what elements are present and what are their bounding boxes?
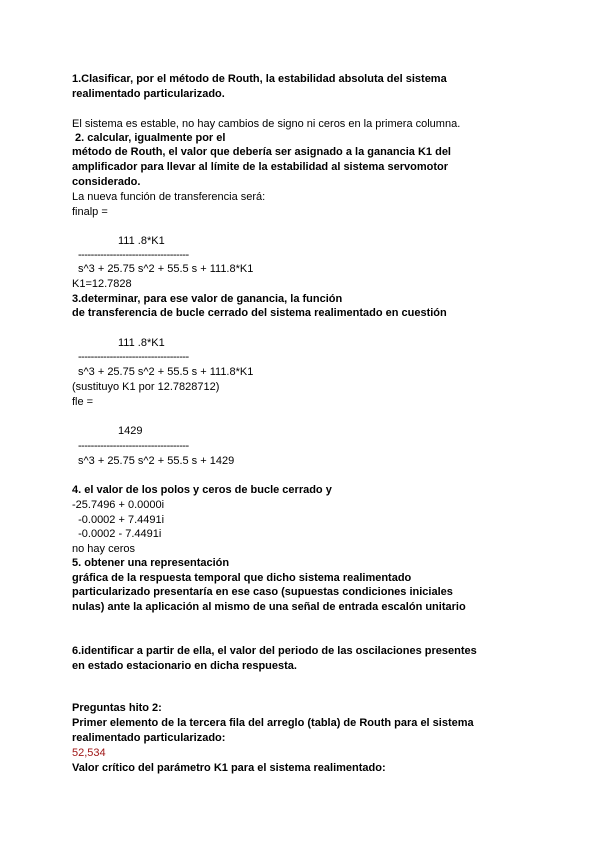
q5-title-line-2: gráfica de la respuesta temporal que dicho sistema realimentado [72, 572, 412, 584]
q6-title-line-2: en estado estacionario en dicha respuesta. [72, 660, 297, 672]
q3-denominator: s^3 + 25.75 s^2 + 55.5 s + 111.8*K1 [78, 366, 254, 378]
q1-title-line-1: 1.Clasificar, por el método de Routh, la estabilidad absoluta del sistema [72, 73, 447, 85]
q2-denominator: s^3 + 25.75 s^2 + 55.5 s + 111.8*K1 [78, 263, 254, 275]
q1-answer: El sistema es estable, no hay cambios de signo ni ceros en la primera columna. [72, 118, 461, 130]
q4-pole-2: -0.0002 + 7.4491i [72, 514, 165, 526]
q2-result: K1=12.7828 [72, 278, 132, 290]
q3-numerator: 111 .8*K1 [118, 337, 165, 349]
q3-title-line-1: 3.determinar, para ese valor de ganancia, la función [72, 293, 343, 305]
q3-title-line-2: de transferencia de bucle cerrado del sistema realimentado en cuestión [72, 307, 447, 319]
hito-answer-1: 52,534 [72, 747, 106, 759]
q2-title-line-2: método de Routh, el valor que debería ser asignado a la ganancia K1 del [72, 146, 451, 158]
q2-text: La nueva función de transferencia será: [72, 191, 266, 203]
q5-title-line-3: particularizado presentaría en ese caso (supuestas condiciones iniciales [72, 586, 453, 598]
q3-fraction-bar-2: ----------------------------------- [78, 440, 189, 452]
q3-fraction-bar: ----------------------------------- [78, 351, 189, 363]
q2-title-line-1: 2. calcular, igualmente por el [72, 132, 226, 144]
hito-question-2: Valor crítico del parámetro K1 para el sistema realimentado: [72, 762, 386, 774]
hito-question-1b: realimentado particularizado: [72, 732, 226, 744]
q2-fraction-bar: ----------------------------------- [78, 249, 189, 261]
q2-var-name: finalp = [72, 206, 108, 218]
q2-title-line-4: considerado. [72, 176, 141, 188]
q2-numerator: 111 .8*K1 [118, 235, 165, 247]
q4-zeros: no hay ceros [72, 543, 135, 555]
hito-heading: Preguntas hito 2: [72, 702, 162, 714]
q1-title-line-2: realimentado particularizado. [72, 88, 225, 100]
q4-title: 4. el valor de los polos y ceros de bucle cerrado y [72, 484, 332, 496]
q2-title-line-3: amplificador para llevar al límite de la estabilidad al sistema servomotor [72, 161, 448, 173]
hito-question-1a: Primer elemento de la tercera fila del arreglo (tabla) de Routh para el sistema [72, 717, 474, 729]
q6-title-line-1: 6.identificar a partir de ella, el valor del periodo de las oscilaciones presentes [72, 645, 477, 657]
q4-pole-1: -25.7496 + 0.0000i [72, 499, 165, 511]
q3-numerator-2: 1429 [118, 425, 143, 437]
q5-title-line-1: 5. obtener una representación [72, 557, 230, 569]
q3-var-name: fle = [72, 396, 94, 408]
q5-title-line-4: nulas) ante la aplicación al mismo de una señal de entrada escalón unitario [72, 601, 466, 613]
q3-note: (sustituyo K1 por 12.7828712) [72, 381, 220, 393]
q3-denominator-2: s^3 + 25.75 s^2 + 55.5 s + 1429 [78, 455, 235, 467]
q4-pole-3: -0.0002 - 7.4491i [72, 528, 162, 540]
